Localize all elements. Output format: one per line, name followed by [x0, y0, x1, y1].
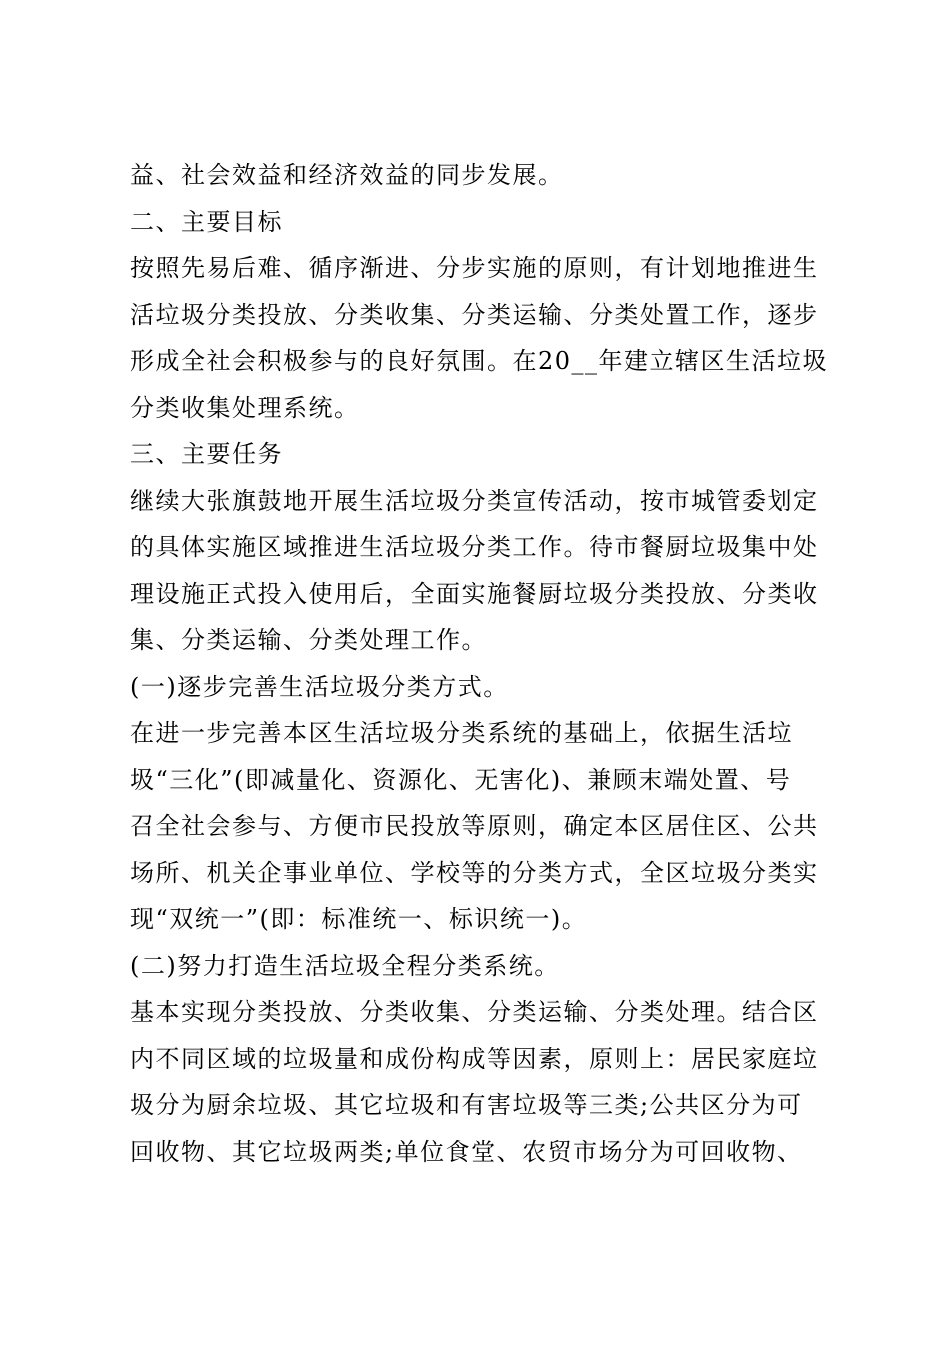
body-text-line: 按照先易后难、循序渐进、分步实施的原则，有计划地推进生 — [130, 254, 819, 282]
body-text-line: 继续大张旗鼓地开展生活垃圾分类宣传活动，按市城管委划定 — [130, 486, 819, 515]
body-text-line: 益、社会效益和经济效益的同步发展。 — [130, 161, 564, 189]
body-text-line: 内不同区域的垃圾量和成份构成等因素，原则上：居民家庭垃 — [130, 1044, 819, 1073]
body-text-line: 回收物、其它垃圾两类;单位食堂、农贸市场分为可回收物、 — [130, 1137, 803, 1166]
subsection-heading-2: (二)努力打造生活垃圾全程分类系统。 — [130, 951, 560, 980]
body-text-line: 集、分类运输、分类处理工作。 — [130, 626, 487, 654]
body-text-line: 现“双统一”(即：标准统一、标识统一)。 — [130, 905, 588, 933]
body-text-line: 形成全社会积极参与的良好氛围。在20__年建立辖区生活垃圾 — [130, 347, 829, 375]
section-heading-main-goals: 二、主要目标 — [130, 207, 283, 236]
body-text-line: 召全社会参与、方便市民投放等原则，确定本区居住区、公共 — [130, 812, 819, 840]
body-text-line: 基本实现分类投放、分类收集、分类运输、分类处理。结合区 — [130, 998, 819, 1026]
body-text-line: 圾分为厨余垃圾、其它垃圾和有害垃圾等三类;公共区分为可 — [130, 1091, 803, 1119]
document-body — [130, 152, 830, 1175]
body-text-line: 理设施正式投入使用后，全面实施餐厨垃圾分类投放、分类收 — [130, 579, 819, 608]
body-text-line: 圾“三化”(即减量化、资源化、无害化)、兼顾末端处置、号 — [130, 765, 792, 794]
subsection-heading-1: (一)逐步完善生活垃圾分类方式。 — [130, 672, 509, 701]
body-text-line: 活垃圾分类投放、分类收集、分类运输、分类处置工作，逐步 — [130, 300, 819, 329]
body-text-line: 在进一步完善本区生活垃圾分类系统的基础上，依据生活垃 — [130, 719, 793, 747]
body-text-line: 场所、机关企事业单位、学校等的分类方式，全区垃圾分类实 — [130, 858, 819, 887]
section-heading-main-tasks: 三、主要任务 — [130, 440, 283, 468]
body-text-line: 的具体实施区域推进生活垃圾分类工作。待市餐厨垃圾集中处 — [130, 533, 819, 561]
body-text-line: 分类收集处理系统。 — [130, 393, 360, 422]
